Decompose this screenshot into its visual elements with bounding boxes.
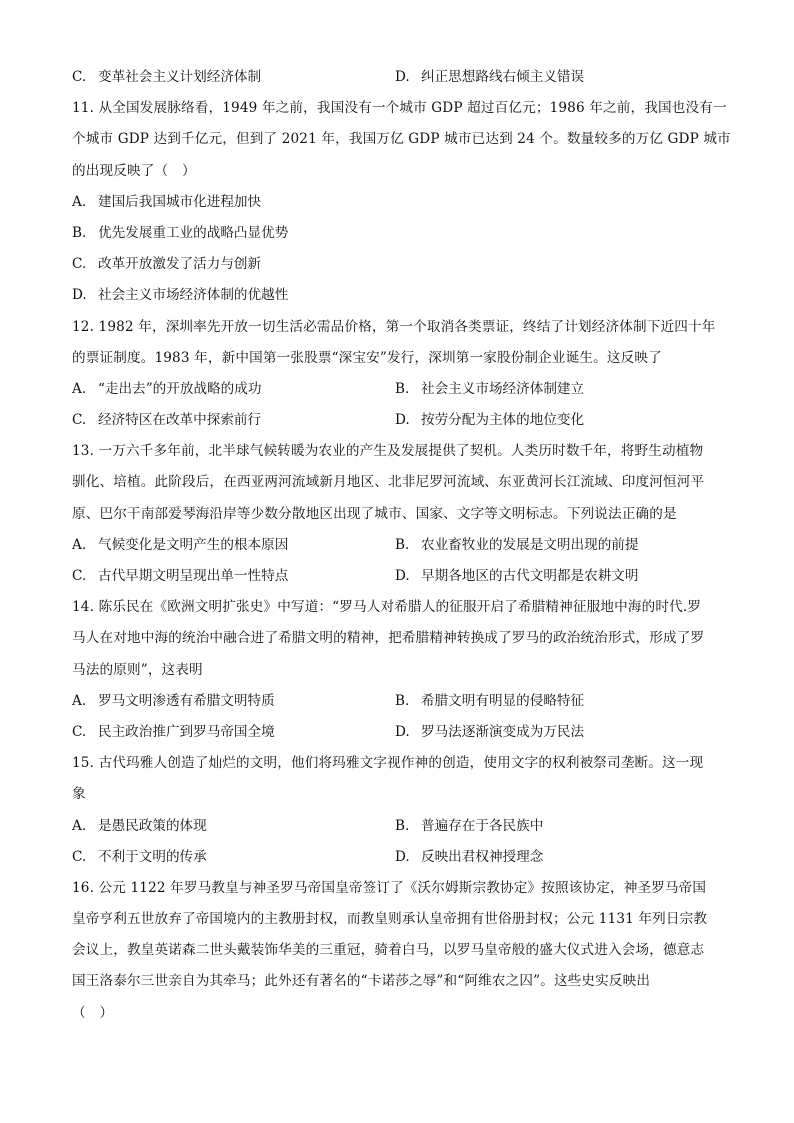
option-letter: C. xyxy=(72,848,87,865)
option-q11-a xyxy=(72,187,722,218)
options-row xyxy=(72,811,722,842)
option-q14-b xyxy=(395,686,722,717)
option-text: 改革开放激发了活力与创新 xyxy=(98,256,262,273)
option-q12-d xyxy=(395,405,722,436)
question-stem-line: 的票证制度。1983 年，新中国第一张股票“深宝安”发行，深圳第一家股份制企业诞生。这反映了 xyxy=(72,349,662,366)
options-row xyxy=(72,842,722,873)
option-q15-c xyxy=(72,842,395,873)
question-stem-line: 象 xyxy=(72,786,86,803)
question-13 xyxy=(72,436,722,592)
option-text: 早期各地区的古代文明都是农耕文明 xyxy=(421,568,639,584)
question-stem-line: 个城市 GDP 达到千亿元，但到了 2021 年，我国万亿 GDP 城市已达到 24 个。数量较多的万亿 GDP 城市 xyxy=(72,131,731,148)
question-14 xyxy=(72,592,722,748)
option-letter: A. xyxy=(72,817,87,834)
option-letter: D. xyxy=(395,568,410,584)
option-text: 社会主义市场经济体制的优越性 xyxy=(98,287,289,304)
option-q13-b xyxy=(395,530,722,561)
answer-blank: （ ） xyxy=(72,1004,114,1021)
option-q11-b xyxy=(72,218,722,249)
options-row xyxy=(72,561,722,592)
option-q11-c xyxy=(72,249,722,280)
option-letter: A. xyxy=(72,692,87,709)
option-text: 普遍存在于各民族中 xyxy=(421,817,544,834)
option-letter: B. xyxy=(395,380,410,397)
option-text: 变革社会主义计划经济体制 xyxy=(98,69,262,85)
question-stem-line: 会议上，教皇英诺森二世头戴装饰华美的三重冠，骑着白马，以罗马皇帝般的盛大仪式进入会场，德意志 xyxy=(72,942,705,959)
question-stem-line: 皇帝亨利五世放弃了帝国境内的主教册封权，而教皇则承认皇帝拥有世俗册封权；公元 1131 年列日宗教 xyxy=(72,911,708,928)
option-q11-d xyxy=(72,280,722,311)
option-text: 按劳分配为主体的地位变化 xyxy=(421,412,585,429)
question-stem-line: 15. 古代玛雅人创造了灿烂的文明，他们将玛雅文字视作神的创造，使用文字的权利被祭司垄断。这一现 xyxy=(72,755,704,772)
option-letter: C. xyxy=(72,256,87,273)
question-stem-line: 驯化、培植。此阶段后，在西亚两河流域新月地区、北非尼罗河流域、东亚黄河长江流域、印度河恒河平 xyxy=(72,474,705,491)
option-q15-d xyxy=(395,842,722,873)
option-q15-b xyxy=(395,811,722,842)
option-text: 农业畜牧业的发展是文明出现的前提 xyxy=(421,536,639,553)
option-letter: D. xyxy=(395,412,410,429)
question-stem-line: 11. 从全国发展脉络看，1949 年之前，我国没有一个城市 GDP 超过百亿元；1986 年之前，我国也没有一 xyxy=(72,100,727,117)
option-text: 希腊文明有明显的侵略特征 xyxy=(421,692,585,709)
option-q15-a xyxy=(72,811,395,842)
option-text: 建国后我国城市化进程加快 xyxy=(98,193,262,210)
option-q12-c xyxy=(72,405,395,436)
option-text: 反映出君权神授理念 xyxy=(421,848,544,865)
question-stem-line: 原、巴尔干南部爱琴海沿岸等少数分散地区出现了城市、国家、文字等文明标志。下列说法正确的是 xyxy=(72,505,677,522)
option-q13-d xyxy=(395,561,722,592)
option-q12-b xyxy=(395,374,722,405)
option-letter: C. xyxy=(72,568,87,584)
option-text: 罗马法逐渐演变成为万民法 xyxy=(421,723,585,740)
exam-page xyxy=(72,62,731,1029)
option-q14-a xyxy=(72,686,395,717)
option-text: 民主政治推广到罗马帝国全境 xyxy=(98,723,275,740)
option-text: 社会主义市场经济体制建立 xyxy=(421,380,585,397)
question-stem-line: 16. 公元 1122 年罗马教皇与神圣罗马帝国皇帝签订了《沃尔姆斯宗教协定》按照该协定，神圣罗马帝国 xyxy=(72,879,707,896)
option-q12-a xyxy=(72,374,395,405)
option-letter: C. xyxy=(72,412,87,429)
question-16 xyxy=(72,873,722,1029)
question-stem-line: 马法的原则”，这表明 xyxy=(72,661,203,678)
question-stem-line: 12. 1982 年，深圳率先开放一切生活必需品价格，第一个取消各类票证，终结了计划经济体制下近四十年 xyxy=(72,318,716,335)
question-15 xyxy=(72,748,722,873)
option-letter: C. xyxy=(72,69,87,85)
options-row xyxy=(72,405,722,436)
option-letter: D. xyxy=(395,848,410,865)
option-q10-d xyxy=(395,62,722,93)
option-text: 是愚民政策的体现 xyxy=(98,817,207,834)
option-letter: D. xyxy=(72,287,87,304)
option-letter: D. xyxy=(395,723,410,740)
option-letter: B. xyxy=(395,536,410,553)
option-letter: A. xyxy=(72,536,87,553)
option-q13-a xyxy=(72,530,395,561)
option-text: 古代早期文明呈现出单一性特点 xyxy=(98,568,289,584)
options-row-q10-cd xyxy=(72,62,722,93)
option-letter: B. xyxy=(395,817,410,834)
question-stem-line: 13. 一万六千多年前，北半球气候转暖为农业的产生及发展提供了契机。人类历时数千年，将野生动植物 xyxy=(72,443,704,460)
option-text: 气候变化是文明产生的根本原因 xyxy=(98,536,289,553)
question-12 xyxy=(72,312,722,437)
option-letter: D. xyxy=(395,69,410,85)
option-letter: C. xyxy=(72,723,87,740)
options-row xyxy=(72,530,722,561)
question-stem-line: 国王洛泰尔三世亲自为其牵马；此外还有著名的“卡诺莎之辱”和“阿维农之囚”。这些史实反映出 xyxy=(72,973,651,990)
options-row xyxy=(72,374,722,405)
option-text: 经济特区在改革中探索前行 xyxy=(98,412,262,429)
option-text: 纠正思想路线右倾主义错误 xyxy=(421,69,585,85)
question-stem-line: 马人在对地中海的统治中融合进了希腊文明的精神，把希腊精神转换成了罗马的政治统治形式，形成了罗 xyxy=(72,630,705,647)
option-text: 不利于文明的传承 xyxy=(98,848,207,865)
option-q14-c xyxy=(72,717,395,748)
option-q10-c xyxy=(72,62,395,93)
option-text: 优先发展重工业的战略凸显优势 xyxy=(98,224,289,241)
options-row xyxy=(72,717,722,748)
option-q13-c xyxy=(72,561,395,592)
option-letter: A. xyxy=(72,193,87,210)
option-q14-d xyxy=(395,717,722,748)
question-stem-line: 的出现反映了（ ） xyxy=(72,162,196,179)
question-11 xyxy=(72,93,731,311)
option-letter: B. xyxy=(72,224,87,241)
option-letter: A. xyxy=(72,380,87,397)
option-letter: B. xyxy=(395,692,410,709)
option-text: “走出去”的开放战略的成功 xyxy=(98,380,262,397)
options-row xyxy=(72,686,722,717)
question-stem-line: 14. 陈乐民在《欧洲文明扩张史》中写道：“罗马人对希腊人的征服开启了希腊精神征服地中海的时代.罗 xyxy=(72,599,702,616)
option-text: 罗马文明渗透有希腊文明特质 xyxy=(98,692,275,709)
